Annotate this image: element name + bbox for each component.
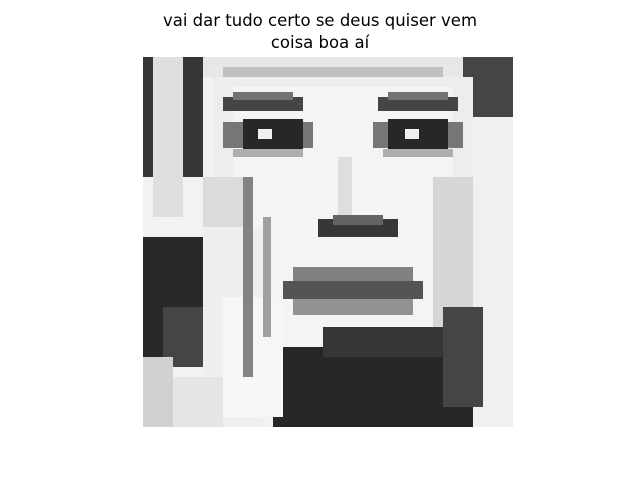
- figure-title-line-1: vai dar tudo certo se deus quiser vem: [162, 11, 478, 30]
- tone-overlay: [143, 57, 513, 427]
- figure-title: [0, 10, 640, 54]
- figure-title-line-2: coisa boa aí: [270, 33, 370, 52]
- portrait-svg: [143, 57, 513, 427]
- portrait-image: [143, 57, 513, 427]
